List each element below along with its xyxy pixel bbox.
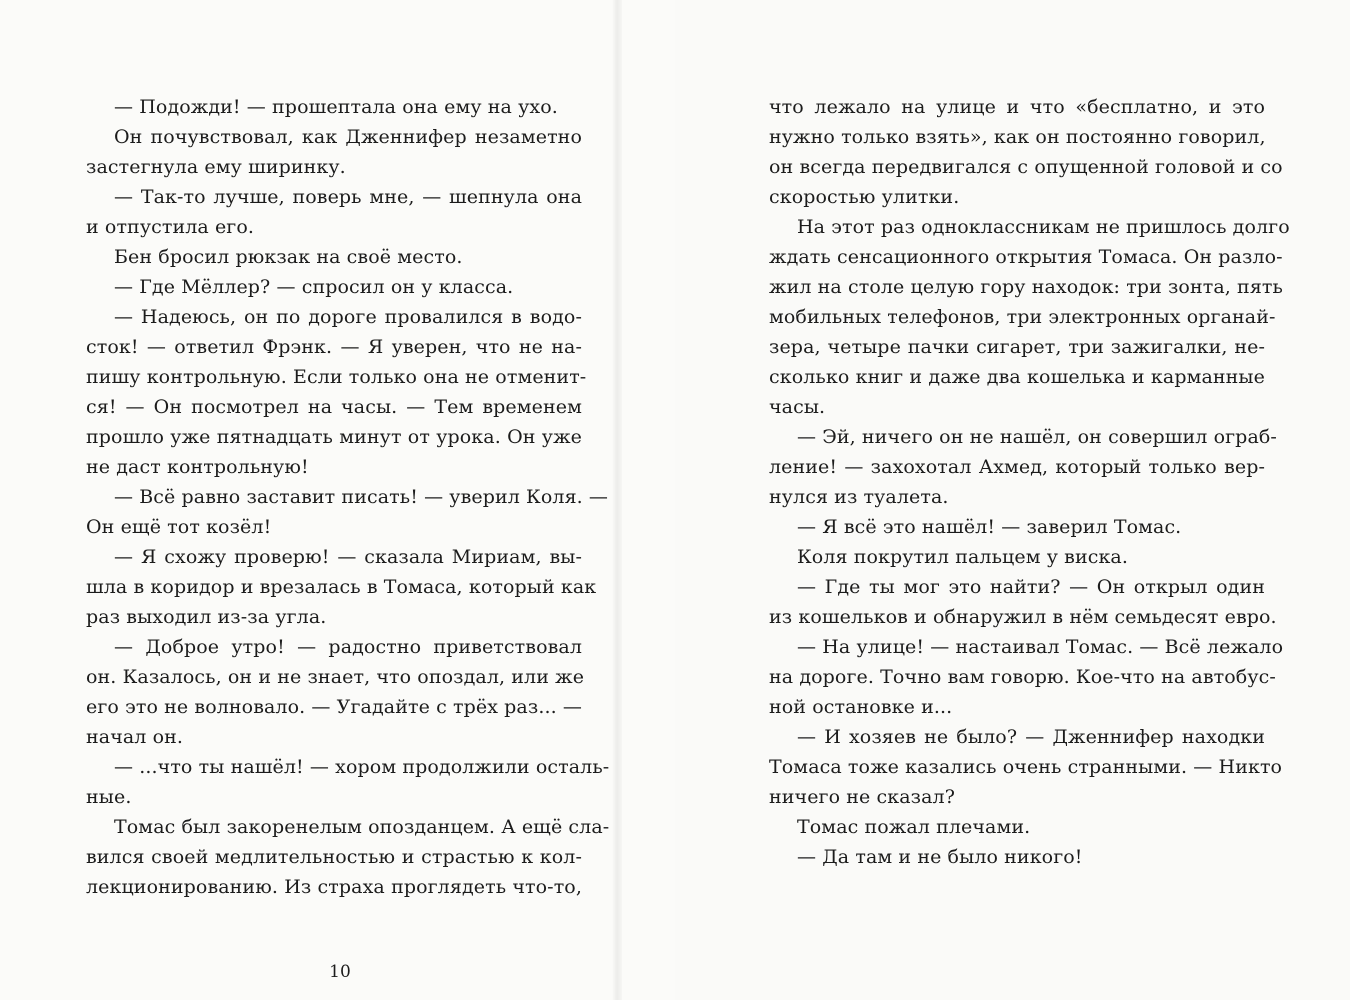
text-line: — Доброе утро! — радостно приветствовал	[114, 636, 582, 658]
text-line: застегнула ему ширинку.	[86, 156, 346, 178]
text-line: ждать сенсационного открытия Томаса. Он разло-	[769, 246, 1283, 268]
text-line: что лежало на улице и что «бесплатно, и это	[769, 96, 1265, 118]
text-line: нулся из туалета.	[769, 486, 949, 508]
text-line: — ...что ты нашёл! — хором продолжили осталь-	[114, 756, 610, 778]
text-line: ление! — захохотал Ахмед, который только вер-	[769, 456, 1265, 478]
text-line: начал он.	[86, 726, 184, 748]
text-line: пишу контрольную. Если только она не отменит-	[86, 366, 587, 388]
text-line: — Где Мёллер? — спросил он у класса.	[114, 276, 514, 298]
right-page-text	[769, 92, 1290, 872]
text-line: мобильных телефонов, три электронных органай-	[769, 306, 1276, 328]
text-line: — Где ты мог это найти? — Он открыл один	[797, 576, 1265, 598]
text-line: — Я всё это нашёл! — заверил Томас.	[797, 516, 1182, 538]
text-line: Коля покрутил пальцем у виска.	[797, 546, 1128, 568]
text-line: скоростью улитки.	[769, 186, 960, 208]
text-line: На этот раз одноклассникам не пришлось долго	[797, 216, 1290, 238]
text-line: Томаса тоже казались очень странными. — Никто	[769, 756, 1283, 778]
text-line: — Надеюсь, он по дороге провалился в водо-	[114, 306, 582, 328]
text-line: зера, четыре пачки сигарет, три зажигалки, не-	[769, 336, 1265, 358]
text-line: его это не волновало. — Угадайте с трёх раз... —	[86, 696, 582, 718]
text-line: вился своей медлительностью и страстью к кол-	[86, 846, 582, 868]
text-line: из кошельков и обнаружил в нём семьдесят евро.	[769, 606, 1277, 628]
text-line: — Я схожу проверю! — сказала Мириам, вы-	[114, 546, 582, 568]
text-line: раз выходил из-за угла.	[86, 606, 327, 628]
text-line: часы.	[769, 396, 826, 418]
right-page	[675, 0, 1350, 1000]
text-line: жил на столе целую гору находок: три зонта, пять	[769, 276, 1283, 298]
text-line: Он ещё тот козёл!	[86, 516, 272, 538]
text-line: лекционированию. Из страха проглядеть что-то,	[86, 876, 582, 898]
text-line: — Да там и не было никого!	[797, 846, 1083, 868]
text-line: — И хозяев не было? — Дженнифер находки	[797, 726, 1265, 748]
text-line: — Подожди! — прошептала она ему на ухо.	[114, 96, 558, 118]
text-line: Томас был закоренелым опозданцем. А ещё сла-	[114, 816, 610, 838]
text-line: шла в коридор и врезалась в Томаса, который как	[86, 576, 597, 598]
text-line: на дороге. Точно вам говорю. Кое-что на автобус-	[769, 666, 1276, 688]
text-line: Томас пожал плечами.	[797, 816, 1031, 838]
text-line: Он почувствовал, как Дженнифер незаметно	[114, 126, 582, 148]
text-line: ной остановке и...	[769, 696, 953, 718]
text-line: сток! — ответил Фрэнк. — Я уверен, что не на-	[86, 336, 582, 358]
text-line: — Так-то лучше, поверь мне, — шепнула она	[114, 186, 582, 208]
text-line: — Всё равно заставит писать! — уверил Коля. —	[114, 486, 609, 508]
page-gutter	[612, 0, 622, 1000]
text-line: прошло уже пятнадцать минут от урока. Он уже	[86, 426, 582, 448]
page-number: 10	[329, 962, 351, 982]
text-line: ся! — Он посмотрел на часы. — Тем временем	[86, 396, 582, 418]
text-line: — На улице! — настаивал Томас. — Всё лежало	[797, 636, 1284, 658]
text-line: — Эй, ничего он не нашёл, он совершил ограб-	[797, 426, 1277, 448]
left-page-text	[86, 92, 610, 902]
text-line: нужно только взять», как он постоянно говорил,	[769, 126, 1266, 148]
text-line: и отпустила его.	[86, 216, 255, 238]
text-line: он. Казалось, он и не знает, что опоздал, или же	[86, 666, 585, 688]
text-line: ные.	[86, 786, 132, 808]
text-line: не даст контрольную!	[86, 456, 309, 478]
text-line: Бен бросил рюкзак на своё место.	[114, 246, 463, 268]
text-line: ничего не сказал?	[769, 786, 956, 808]
text-line: он всегда передвигался с опущенной головой и со	[769, 156, 1283, 178]
text-line: сколько книг и даже два кошелька и карманные	[769, 366, 1265, 388]
